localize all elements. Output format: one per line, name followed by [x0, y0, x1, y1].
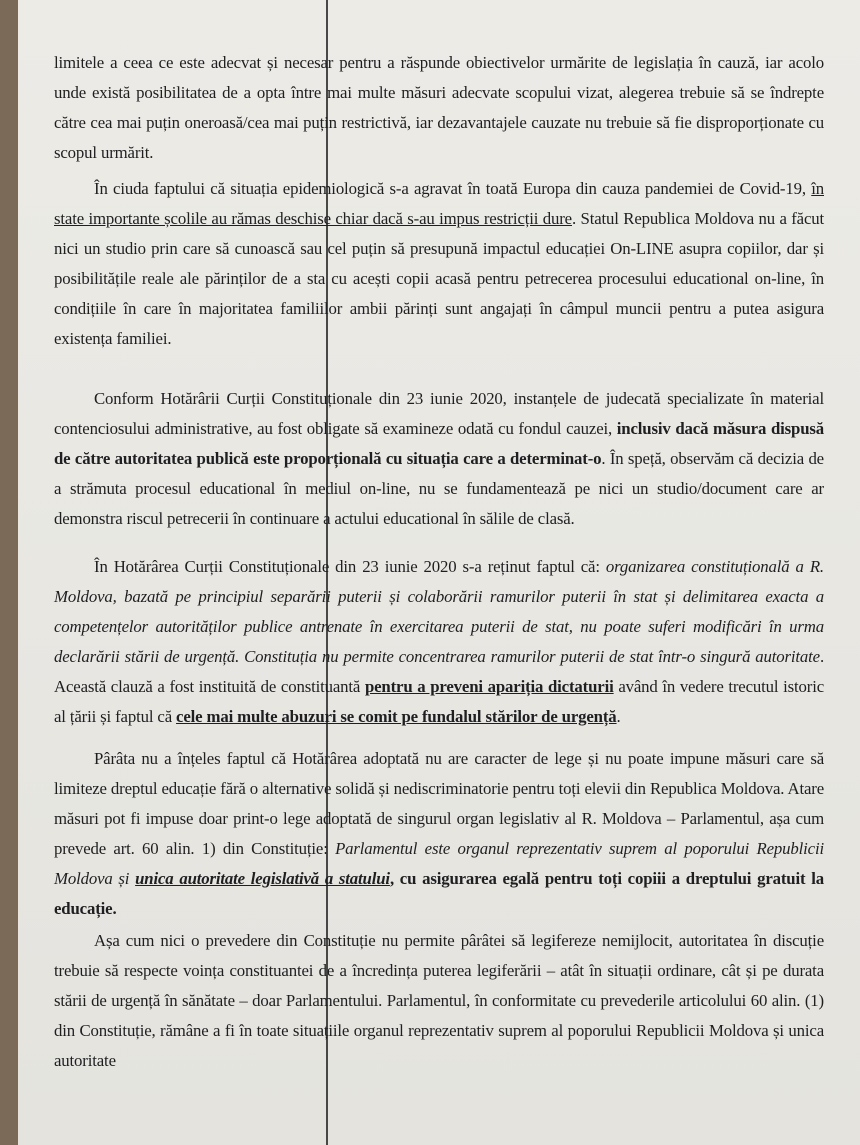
- text-segment: cele mai multe abuzuri se comit pe fundalul stărilor de urgență: [176, 707, 617, 726]
- paragraph-2: [54, 174, 824, 354]
- paragraph-5: [54, 744, 824, 924]
- text-segment: În ciuda faptului că situația epidemiologică s-a agravat în toată Europa din cauza pandemiei de Covid-19,: [94, 179, 812, 198]
- text-segment: .: [616, 707, 621, 726]
- text-segment: în state importante școlile au rămas deschise chiar dacă s-au impus restricții dure: [54, 179, 824, 228]
- text-segment: organizarea constituțională a R. Moldova, bazată pe principiul separării puterii și colaborării ramurilor puterii în stat și delimitarea exacta a competențelor autorităților publice antrenate în exercitarea puterii de stat, nu poate suferi modificări în urma declarării stării de urgență. Constituția nu permite concentrarea ramurilor puterii de stat într-o singură autoritate: [54, 557, 824, 666]
- paragraph-4: [54, 552, 824, 732]
- paragraph-1: [54, 48, 824, 168]
- text-segment: Pârâta nu a înțeles faptul că Hotărârea adoptată nu are caracter de lege și nu poate impune măsuri care să limiteze dreptul educație fără o alternative solidă și nediscriminatorie pentru toți elevii din Republica Moldova. Atare măsuri pot fi impuse doar print-o lege adoptată de singurul organ legislativ al R. Moldova – Parlamentul, așa cum prevede art. 60 alin. 1) din Constituție:: [54, 749, 824, 858]
- text-segment: , cu asigurarea egală pentru toți copiii a dreptului gratuit la educație.: [54, 869, 824, 918]
- text-segment: pentru a preveni apariția dictaturii: [364, 677, 614, 696]
- paragraph-3: [54, 384, 824, 534]
- text-segment: inclusiv dacă măsura dispusă de către autoritatea publică este proporțională cu situația care a determinat-o: [54, 419, 825, 468]
- text-segment: . Statul Republica Moldova nu a făcut nici un studio prin care să cunoască sau cel puțin să presupună impactul educației On-LINE asupra copiilor, dar și posibilitățile reale ale părinților de a sta cu acești copii acasă pentru petrecerea procesului educational on-line, în condițiile în care în majoritatea familiilor ambii părinți sunt angajați în câmpul muncii pentru a putea asigura existența familiei.: [54, 209, 825, 348]
- text-segment: . Această clauză a fost instituită de constituantă: [54, 647, 824, 696]
- text-segment: În Hotărârea Curții Constituționale din 23 iunie 2020 s-a reținut faptul că:: [94, 557, 606, 576]
- text-segment: . În speță, observăm că decizia de a strămuta procesul educational în mediul on-line, nu se fundamentează pe nici un studio/document care ar demonstra riscul petrecerii în continuare a actului educational în sălile de clasă.: [54, 449, 824, 528]
- text-segment: având în vedere trecutul istoric al țării și faptul că: [54, 677, 825, 726]
- document-page: [18, 0, 860, 1145]
- text-segment: unica autoritate legislativă a statului: [135, 869, 390, 888]
- text-segment: Conform Hotărârii Curții Constituționale din 23 iunie 2020, instanțele de judecată specializate în material contenciosului administrative, au fost obligate să examineze odată cu fondul cauzei,: [54, 389, 824, 438]
- text-segment: Așa cum nici o prevedere din Constituție nu permite pârâtei să legifereze nemijlocit, autoritatea în discuție trebuie să respecte voința constituantei de a încredința puterea legiferării – atât în situații ordinare, cât și pe durata stării de urgență în sănătate – doar Parlamentului. Parlamentul, în conformitate cu prevederile articolului 60 alin. (1) din Constituție, rămâne a fi în toate situațiile organul reprezentativ suprem al poporului Republicii Moldova și unica autoritate: [54, 931, 824, 1070]
- text-segment: limitele a ceea ce este adecvat și necesar pentru a răspunde obiectivelor urmărite de legislația în cauză, iar acolo unde există posibilitatea de a opta între mai multe măsuri adecvate scopului vizat, alegerea trebuie să se îndrepte către cea mai puțin oneroasă/cea mai puțin restrictivă, iar dezavantajele cauzate nu trebuie să fie disproporționate cu scopul urmărit.: [54, 53, 824, 162]
- paragraph-6: [54, 926, 824, 1076]
- text-segment: Parlamentul este organul reprezentativ suprem al poporului Republicii Moldova și: [54, 839, 824, 888]
